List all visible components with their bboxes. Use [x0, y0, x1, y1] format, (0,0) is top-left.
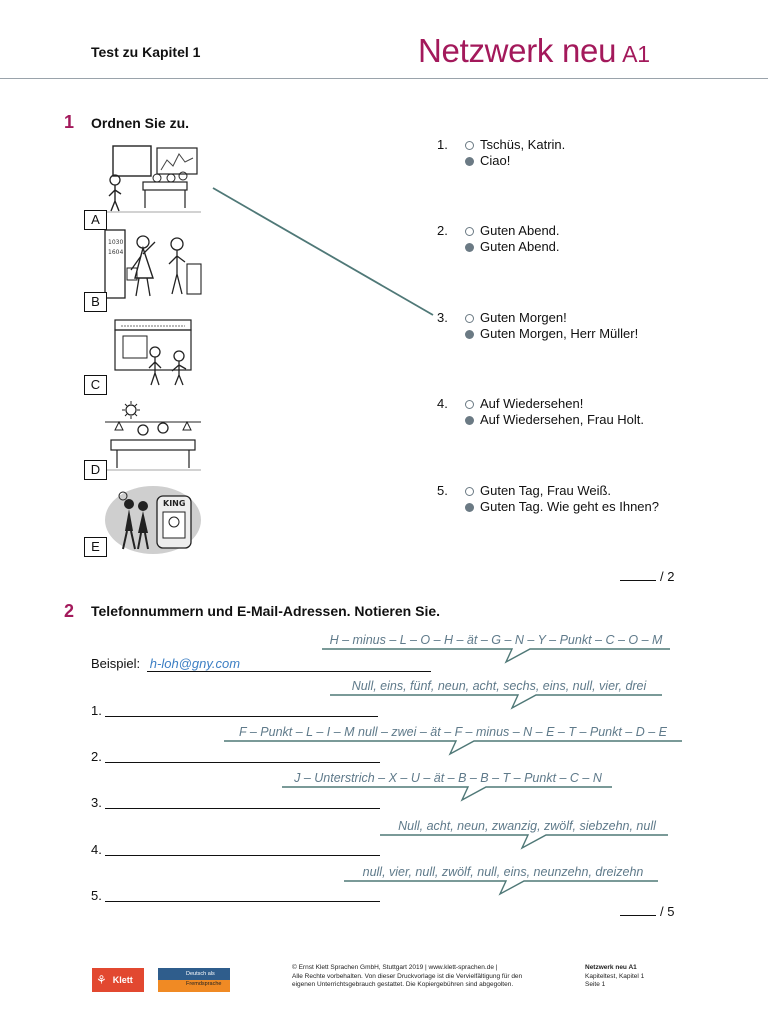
bubble-tail-example [322, 647, 672, 667]
open-circle-icon [465, 314, 474, 323]
score-blank[interactable] [620, 915, 656, 916]
answer-line-1[interactable] [105, 716, 378, 717]
test-title: Test zu Kapitel 1 [91, 44, 201, 60]
dialogue-item-1 [437, 137, 757, 169]
copyright-line: Alle Rechte vorbehalten. Von dieser Druckvorlage ist die Vervielfältigung für den [292, 972, 523, 980]
dialogue-line: Guten Morgen, Herr Müller! [480, 326, 639, 341]
copyright-notice [292, 964, 522, 990]
open-circle-icon [465, 487, 474, 496]
filled-circle-icon [465, 157, 474, 166]
speech-bubble-4: Null, acht, neun, zwanzig, zwölf, siebzehn, null [398, 819, 656, 833]
letter-box-a: A [84, 210, 107, 230]
answer-row-3 [91, 795, 102, 810]
answer-line-3[interactable] [105, 808, 380, 809]
item-number: 3. [437, 310, 448, 325]
letter-box-d: D [84, 460, 107, 480]
copyright-line: © Ernst Klett Sprachen GmbH, Stuttgart 2019 | www.klett-sprachen.de | [292, 964, 498, 971]
item-number: 2. [437, 223, 448, 238]
answer-row-1 [91, 703, 102, 718]
answer-line-4[interactable] [105, 855, 380, 856]
svg-text:1030: 1030 [108, 239, 124, 246]
score-total: / 5 [660, 904, 675, 919]
svg-text:1604: 1604 [108, 249, 124, 256]
klett-logo [92, 968, 144, 992]
filled-circle-icon [465, 416, 474, 425]
brand-name: Netzwerk neu [418, 32, 617, 69]
score-total: / 2 [660, 569, 675, 584]
daf-logo-line-2: Fremdsprache [186, 981, 222, 987]
brand-title [418, 32, 650, 70]
answer-number: 3. [91, 795, 102, 810]
dialogue-line: Guten Abend. [480, 223, 560, 238]
dialogue-item-4 [437, 396, 757, 428]
speech-bubble-example: H – minus – L – O – H – ät – G – N – Y – Punkt – C – O – M [329, 633, 663, 647]
section-2-score [620, 904, 674, 919]
answer-number: 5. [91, 888, 102, 903]
example-answer-line [147, 671, 431, 672]
item-number: 5. [437, 483, 448, 498]
section-1-title: Ordnen Sie zu. [91, 115, 190, 131]
section-2-number: 2 [64, 601, 75, 621]
letter-box-b: B [84, 292, 107, 312]
section-1-score [620, 569, 674, 584]
bubble-tail-1 [330, 693, 664, 713]
answer-number: 2. [91, 749, 102, 764]
header-divider [0, 78, 768, 79]
page-info-chapter: Kapiteltest, Kapitel 1 [585, 972, 645, 980]
illustration-e [103, 484, 203, 556]
filled-circle-icon [465, 243, 474, 252]
illustration-c [103, 318, 203, 390]
dialogue-line: Guten Abend. [480, 239, 560, 254]
open-circle-icon [465, 141, 474, 150]
bubble-tail-5 [344, 879, 660, 899]
answer-row-4 [91, 842, 102, 857]
filled-circle-icon [465, 503, 474, 512]
copyright-line: eigenen Unterrichtsgebrauch gestattet. Die Kopiergebühren sind abgegolten. [292, 981, 514, 988]
answer-row-5 [91, 888, 102, 903]
dialogue-line: Guten Tag, Frau Weiß. [480, 483, 612, 498]
item-number: 1. [437, 137, 448, 152]
dialogue-line: Tschüs, Katrin. [480, 137, 566, 152]
answer-number: 1. [91, 703, 102, 718]
dialogue-line: Ciao! [480, 153, 511, 168]
dialogue-line: Guten Tag. Wie geht es Ihnen? [480, 499, 659, 514]
open-circle-icon [465, 400, 474, 409]
brand-level: A1 [622, 41, 650, 67]
dialogue-line: Auf Wiedersehen, Frau Holt. [480, 412, 645, 427]
page-info-page: Seite 1 [585, 981, 606, 988]
section-1-number: 1 [64, 112, 75, 132]
item-number: 4. [437, 396, 448, 411]
answer-line-5[interactable] [105, 901, 380, 902]
example-answer: h-loh@gny.com [149, 656, 241, 671]
daf-logo [158, 968, 230, 992]
example-row [91, 656, 240, 671]
section-2-title: Telefonnummern und E-Mail-Adressen. Notieren Sie. [91, 603, 441, 619]
open-circle-icon [465, 227, 474, 236]
dialogue-line: Guten Morgen! [480, 310, 567, 325]
answer-line-2[interactable] [105, 762, 380, 763]
bubble-tail-3 [282, 785, 614, 805]
speech-bubble-5: null, vier, null, zwölf, null, eins, neunzehn, dreizehn [362, 865, 644, 879]
klett-logo-text: Klett [112, 975, 133, 985]
filled-circle-icon [465, 330, 474, 339]
page-info-title: Netzwerk neu A1 [585, 964, 637, 971]
dialogue-line: Auf Wiedersehen! [480, 396, 584, 411]
illustration-d [103, 400, 203, 472]
dialogue-item-2 [437, 223, 757, 255]
daf-logo-line-1: Deutsch als [186, 971, 215, 977]
svg-text:KING: KING [163, 499, 186, 508]
illustration-a [103, 142, 203, 214]
letter-box-e: E [84, 537, 107, 557]
speech-bubble-3: J – Unterstrich – X – U – ät – B – B – T – Punkt – C – N [294, 771, 602, 785]
illustration-b [103, 228, 203, 300]
score-blank[interactable] [620, 580, 656, 581]
answer-number: 4. [91, 842, 102, 857]
bubble-tail-2 [224, 739, 684, 759]
example-label: Beispiel: [91, 656, 141, 671]
klett-mark-icon: ⚘ [96, 973, 107, 987]
page-info [585, 964, 644, 990]
dialogue-item-5 [437, 483, 757, 515]
match-line-a-3 [210, 185, 436, 320]
bubble-tail-4 [380, 833, 670, 853]
dialogue-item-3 [437, 310, 757, 342]
answer-row-2 [91, 749, 102, 764]
speech-bubble-1: Null, eins, fünf, neun, acht, sechs, eins, null, vier, drei [351, 679, 647, 693]
letter-box-c: C [84, 375, 107, 395]
speech-bubble-2: F – Punkt – L – I – M null – zwei – ät – F – minus – N – E – T – Punkt – D – E [239, 725, 667, 739]
